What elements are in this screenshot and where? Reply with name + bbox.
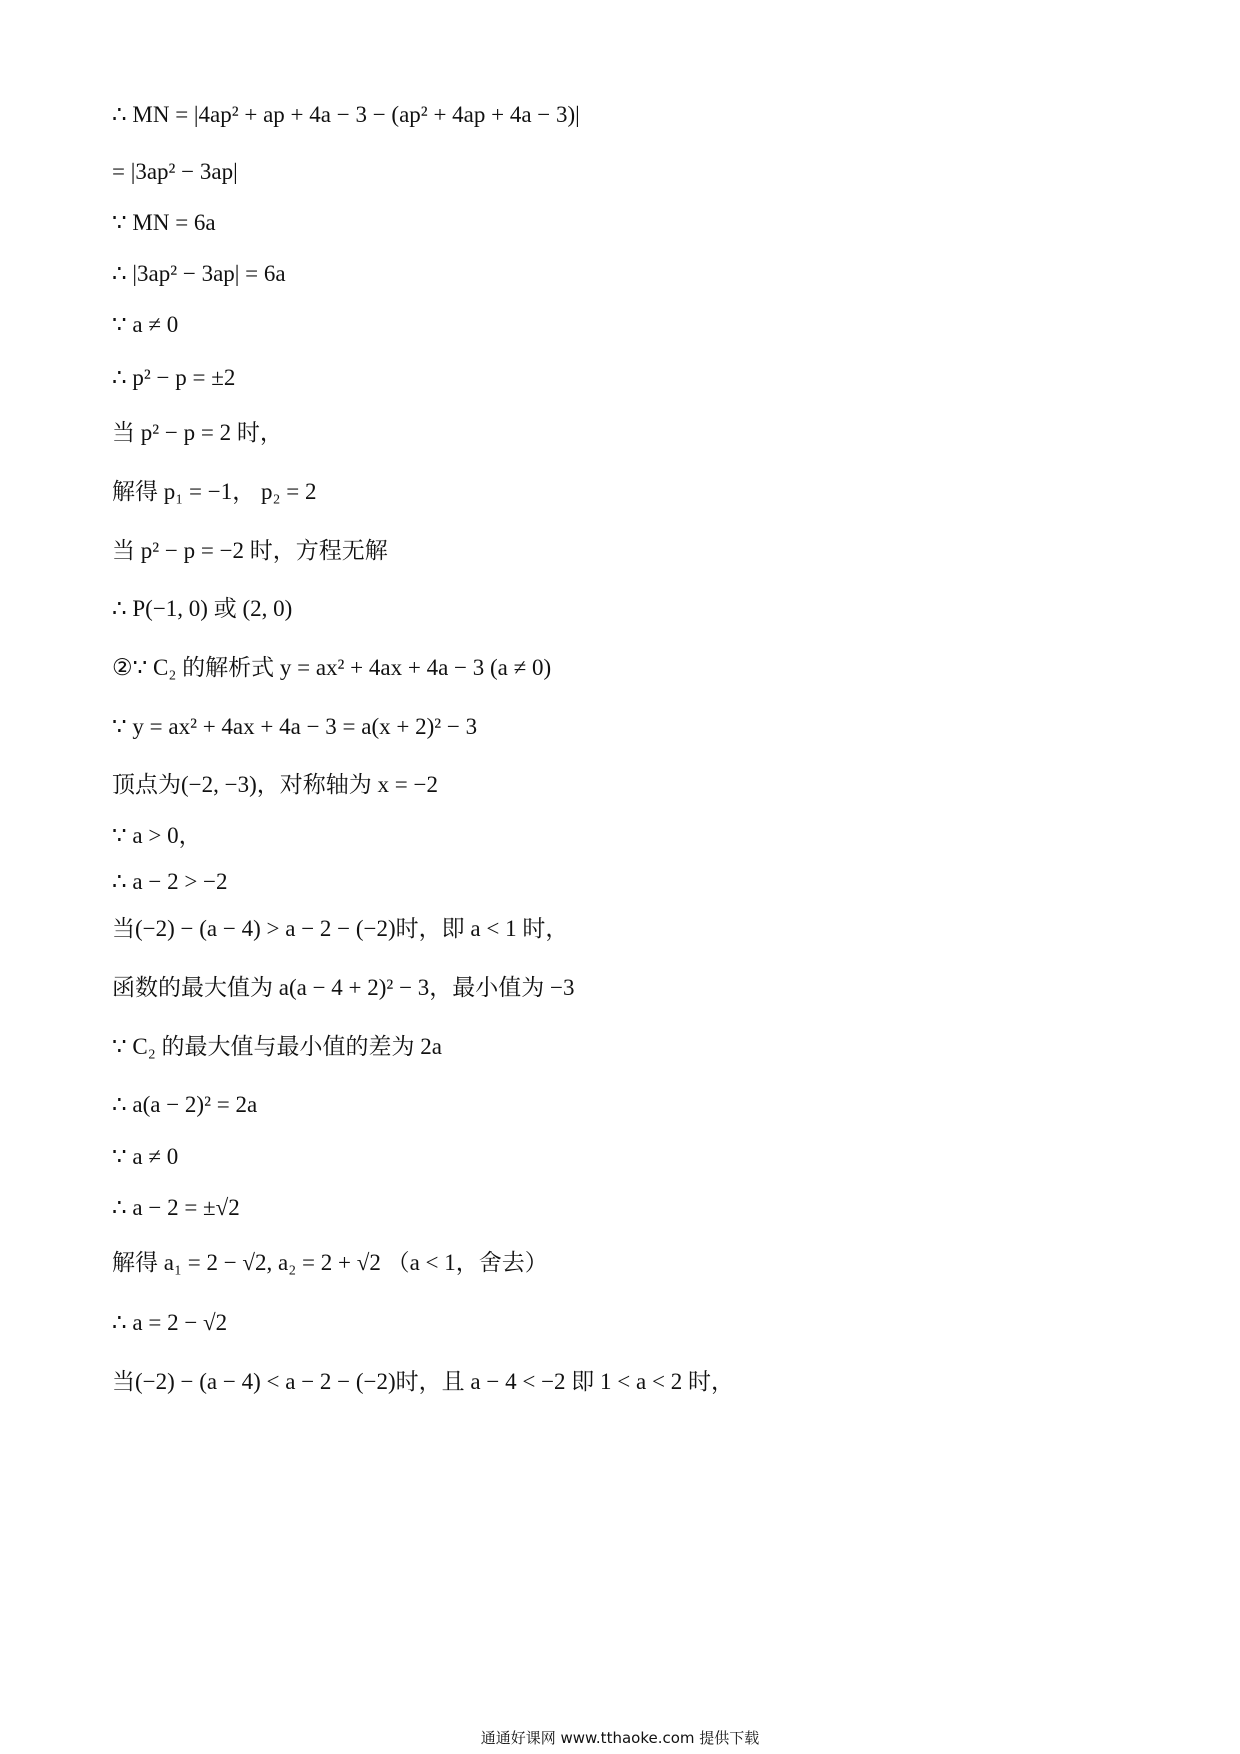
math-line-17: 函数的最大值为 a(a − 4 + 2)² − 3，最小值为 −3 (112, 975, 575, 1000)
math-line-2: = |3ap² − 3ap| (112, 159, 238, 184)
math-line-1: ∴ MN = |4ap² + ap + 4a − 3 − (ap² + 4ap + 4a − 3)| (112, 102, 580, 127)
math-line-7: 当 p² − p = 2 时， (112, 420, 283, 445)
math-line-21: ∴ a − 2 = ±√2 (112, 1195, 240, 1220)
math-line-20: ∵ a ≠ 0 (112, 1144, 179, 1169)
math-line-12: ∵ y = ax² + 4ax + 4a − 3 = a(x + 2)² − 3 (112, 714, 478, 739)
math-line-16: 当(−2) − (a − 4) > a − 2 − (−2)时，即 a < 1 时， (112, 916, 569, 941)
math-line-9: 当 p² − p = −2 时，方程无解 (112, 538, 388, 563)
math-line-6: ∴ p² − p = ±2 (112, 365, 236, 390)
footer-watermark: 通通好课网 www.tthaoke.com 提供下载 (480, 1729, 760, 1747)
math-line-23: ∴ a = 2 − √2 (112, 1310, 228, 1335)
math-line-5: ∵ a ≠ 0 (112, 312, 179, 337)
math-line-15: ∴ a − 2 > −2 (112, 869, 228, 894)
math-line-24: 当(−2) − (a − 4) < a − 2 − (−2)时，且 a − 4 < −2 即 1 < a < 2 时， (112, 1369, 734, 1394)
math-line-4: ∴ |3ap² − 3ap| = 6a (112, 261, 286, 286)
math-line-10: ∴ P(−1, 0) 或 (2, 0) (112, 596, 293, 621)
math-line-3: ∵ MN = 6a (112, 210, 216, 235)
math-line-14: ∵ a > 0， (112, 823, 202, 848)
math-line-19: ∴ a(a − 2)² = 2a (112, 1092, 258, 1117)
math-line-13: 顶点为(−2, −3)，对称轴为 x = −2 (112, 772, 438, 797)
math-line-11: ②∵ C₂ 的解析式 y = ax² + 4ax + 4a − 3 (a ≠ 0) (112, 655, 552, 680)
math-line-22: 解得 a₁ = 2 − √2, a₂ = 2 + √2 （a < 1，舍去） (112, 1250, 548, 1275)
math-line-8: 解得 p₁ = −1， p₂ = 2 (112, 479, 317, 504)
math-line-18: ∵ C₂ 的最大值与最小值的差为 2a (112, 1034, 442, 1059)
